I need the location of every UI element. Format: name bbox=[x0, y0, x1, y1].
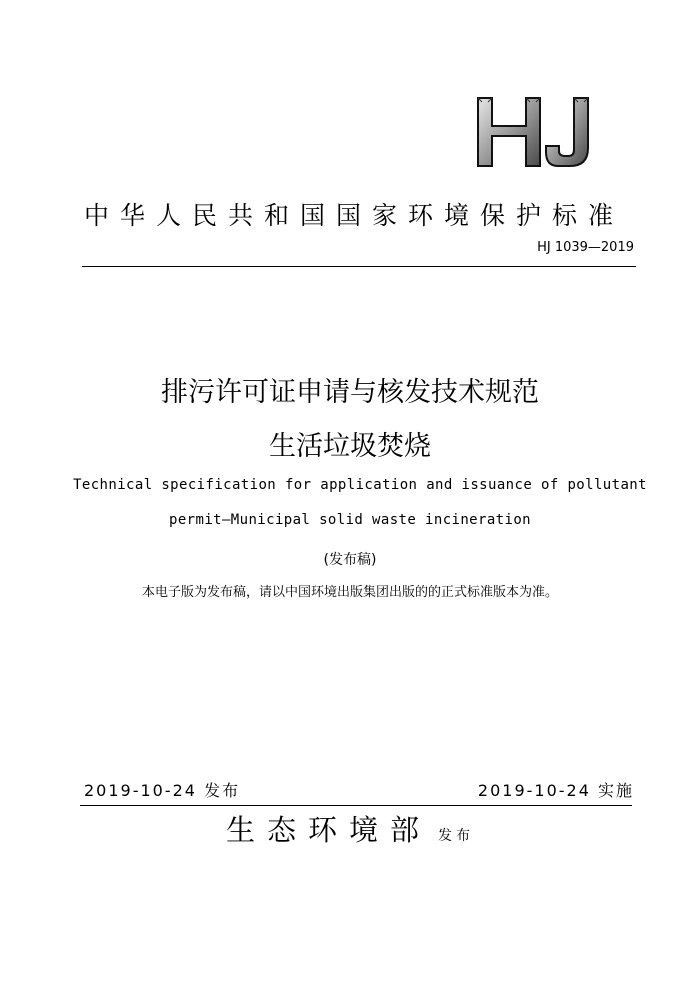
footer-divider bbox=[80, 805, 632, 806]
english-title-line2: permit—Municipal solid waste incineration bbox=[169, 512, 531, 528]
document-title: 排污许可证申请与核发技术规范 bbox=[161, 377, 539, 408]
standard-name: 中华人民共和国国家环境保护标准 bbox=[83, 201, 624, 230]
document-subtitle: 生活垃圾焚烧 bbox=[269, 431, 431, 462]
issue-date: 2019-10-24 发布 bbox=[84, 781, 241, 800]
issuer-block bbox=[0, 808, 700, 849]
draft-label: (发布稿) bbox=[323, 552, 377, 568]
issuing-label: 发布 bbox=[438, 828, 475, 844]
issuing-ministry: 生态环境部 bbox=[225, 813, 431, 847]
hj-logo bbox=[470, 96, 600, 168]
standard-code: HJ 1039—2019 bbox=[537, 240, 634, 255]
implementation-date: 2019-10-24 实施 bbox=[477, 781, 634, 800]
edition-notice: 本电子版为发布稿，请以中国环境出版集团出版的的正式标准版本为准。 bbox=[141, 585, 558, 600]
header-divider bbox=[82, 266, 636, 267]
english-title-line1: Technical specification for application and issuance of pollutant bbox=[73, 477, 647, 493]
